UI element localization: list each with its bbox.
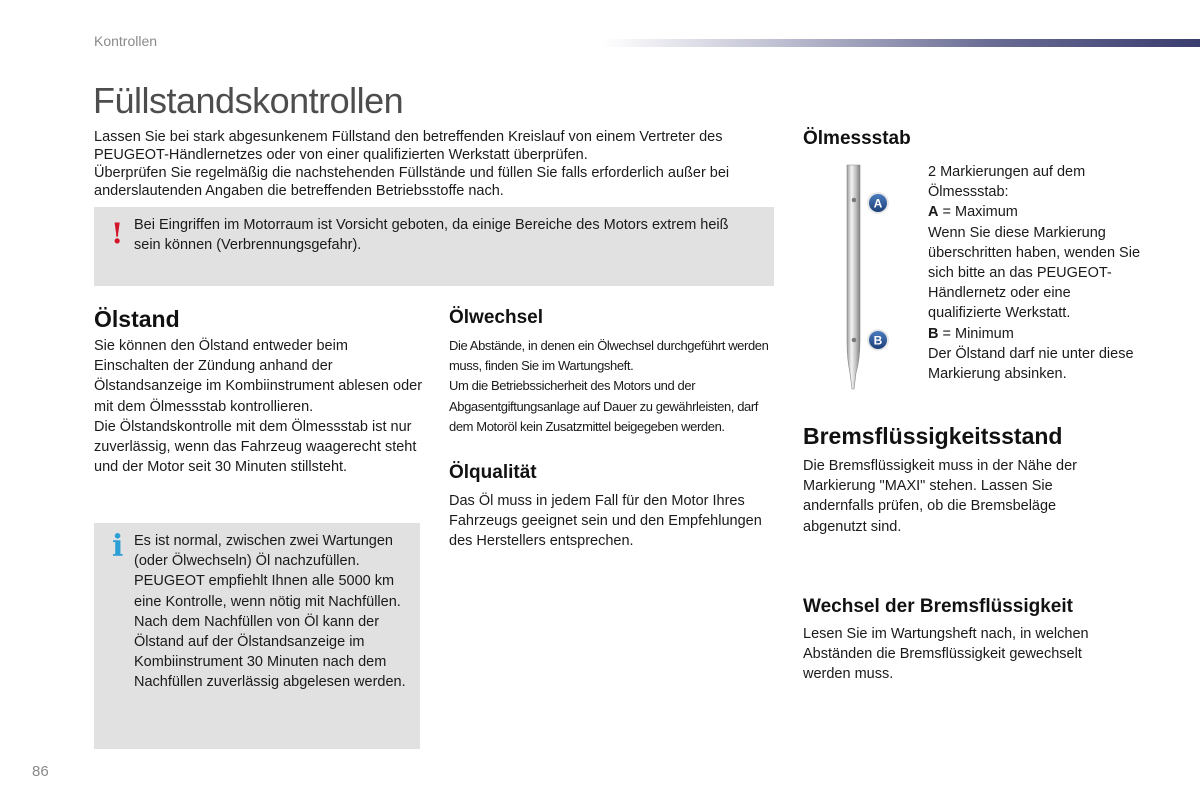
marker-a-badge xyxy=(867,192,889,214)
oelmessstab-text xyxy=(928,162,1148,384)
dipstick-illustration xyxy=(838,163,898,395)
wechsel-bremsfluessigkeit-section xyxy=(803,596,1073,618)
min-key: B xyxy=(928,325,939,342)
wechsel-bremsfluessigkeit-heading: Wechsel der Bremsflüssigkeit xyxy=(803,596,1073,617)
oelwechsel-paragraph-2: Um die Betriebssicherheit des Motors und der Abgasentgiftungsanlage auf Dauer zu gewährleisten, darf dem Motoröl kein Zusatzmittel beigegeben werden. xyxy=(449,378,758,434)
marker-a-label: A xyxy=(873,196,883,211)
oelwechsel-section xyxy=(449,307,543,329)
oelstand-text xyxy=(94,336,424,477)
bremsfluessigkeitsstand-heading: Bremsflüssigkeitsstand xyxy=(803,423,1063,449)
page-number: 86 xyxy=(32,763,49,780)
dipstick-mark-lower xyxy=(852,338,857,343)
oelqualitaet-text: Das Öl muss in jedem Fall für den Motor Ihres Fahrzeugs geeignet sein und den Empfehlungen des Herstellers entsprechen. xyxy=(449,493,762,550)
bremsfluessigkeitsstand-section xyxy=(803,423,1062,450)
oelqualitaet-heading: Ölqualität xyxy=(449,462,537,483)
max-key: A xyxy=(928,204,939,221)
intro-paragraph-2: Überprüfen Sie regelmäßig die nachstehenden Füllstände und füllen Sie falls erforderlich außer bei anderslautenden Angaben die betreffenden Betriebsstoffe nach. xyxy=(94,165,730,199)
oelqualitaet-section xyxy=(449,462,537,484)
max-value: = Maximum xyxy=(938,204,1018,221)
min-value: = Minimum xyxy=(938,325,1014,342)
info-text xyxy=(134,531,416,693)
oelmessstab-min-line xyxy=(928,324,1148,344)
header-gradient-bar xyxy=(602,39,1200,47)
page-title: Füllstandskontrollen xyxy=(93,80,404,121)
info-paragraph-1: Es ist normal, zwischen zwei Wartungen (oder Ölwechseln) Öl nachzufüllen. PEUGEOT empfiehlt Ihnen alle 5000 km eine Kontrolle, wenn nötig mit Nachfüllen. xyxy=(134,533,401,610)
bremsfluessigkeitsstand-text: Die Bremsflüssigkeit muss in der Nähe der Markierung "MAXI" stehen. Lassen Sie andernfalls prüfen, ob die Bremsbeläge abgenutzt sind. xyxy=(803,458,1077,535)
oelmessstab-section xyxy=(803,128,911,150)
oelwechsel-paragraph-1: Die Abstände, in denen ein Ölwechsel durchgeführt werden muss, finden Sie im Wartungsheft. xyxy=(449,338,769,374)
dipstick-mark-upper xyxy=(852,198,857,203)
intro-paragraph-1: Lassen Sie bei stark abgesunkenem Füllstand den betreffenden Kreislauf von einem Vertreter des PEUGEOT-Händlernetzes oder von einer qualifizierten Werkstatt überprüfen. xyxy=(94,129,723,163)
info-box xyxy=(94,523,420,749)
oelstand-section xyxy=(94,306,180,333)
oelmessstab-max-line xyxy=(928,202,1148,222)
section-label: Kontrollen xyxy=(94,33,158,49)
marker-b-label: B xyxy=(873,333,883,348)
oelwechsel-heading: Ölwechsel xyxy=(449,307,543,328)
oelmessstab-max-text: Wenn Sie diese Markierung überschritten haben, wenden Sie sich bitte an das PEUGEOT-Händlernetz oder eine qualifizierte Werkstatt. xyxy=(928,224,1141,322)
oelmessstab-heading: Ölmessstab xyxy=(803,128,911,149)
info-icon: i xyxy=(112,529,124,564)
oelstand-heading: Ölstand xyxy=(94,306,180,332)
warning-text: Bei Eingriffen im Motorraum ist Vorsicht geboten, da einige Bereiche des Motors extrem heiß sein können (Verbrennungsgefahr). xyxy=(134,217,729,253)
wechsel-bremsfluessigkeit-text: Lesen Sie im Wartungsheft nach, in welchen Abständen die Bremsflüssigkeit gewechselt werden muss. xyxy=(803,626,1089,683)
marker-b-badge xyxy=(867,329,889,351)
oelwechsel-text xyxy=(449,336,779,437)
warning-box xyxy=(94,207,774,286)
oelmessstab-intro: 2 Markierungen auf dem Ölmessstab: xyxy=(928,164,1086,201)
info-paragraph-2: Nach dem Nachfüllen von Öl kann der Ölstand auf der Ölstandsanzeige im Kombiinstrument 30 Minuten nach dem Nachfüllen zuverlässig abgelesen werden. xyxy=(134,613,406,691)
oelstand-paragraph-2: Die Ölstandskontrolle mit dem Ölmessstab ist nur zuverlässig, wenn das Fahrzeug waagerecht steht und der Motor seit 30 Minuten stillsteht. xyxy=(94,418,417,476)
exclamation-icon: ! xyxy=(111,217,124,250)
oelstand-paragraph-1: Sie können den Ölstand entweder beim Einschalten der Zündung anhand der Ölstandsanzeige im Kombiinstrument ablesen oder mit dem Ölmessstab kontrollieren. xyxy=(94,338,423,415)
oelmessstab-min-text: Der Ölstand darf nie unter diese Markierung absinken. xyxy=(928,345,1134,383)
intro-text xyxy=(94,128,784,200)
